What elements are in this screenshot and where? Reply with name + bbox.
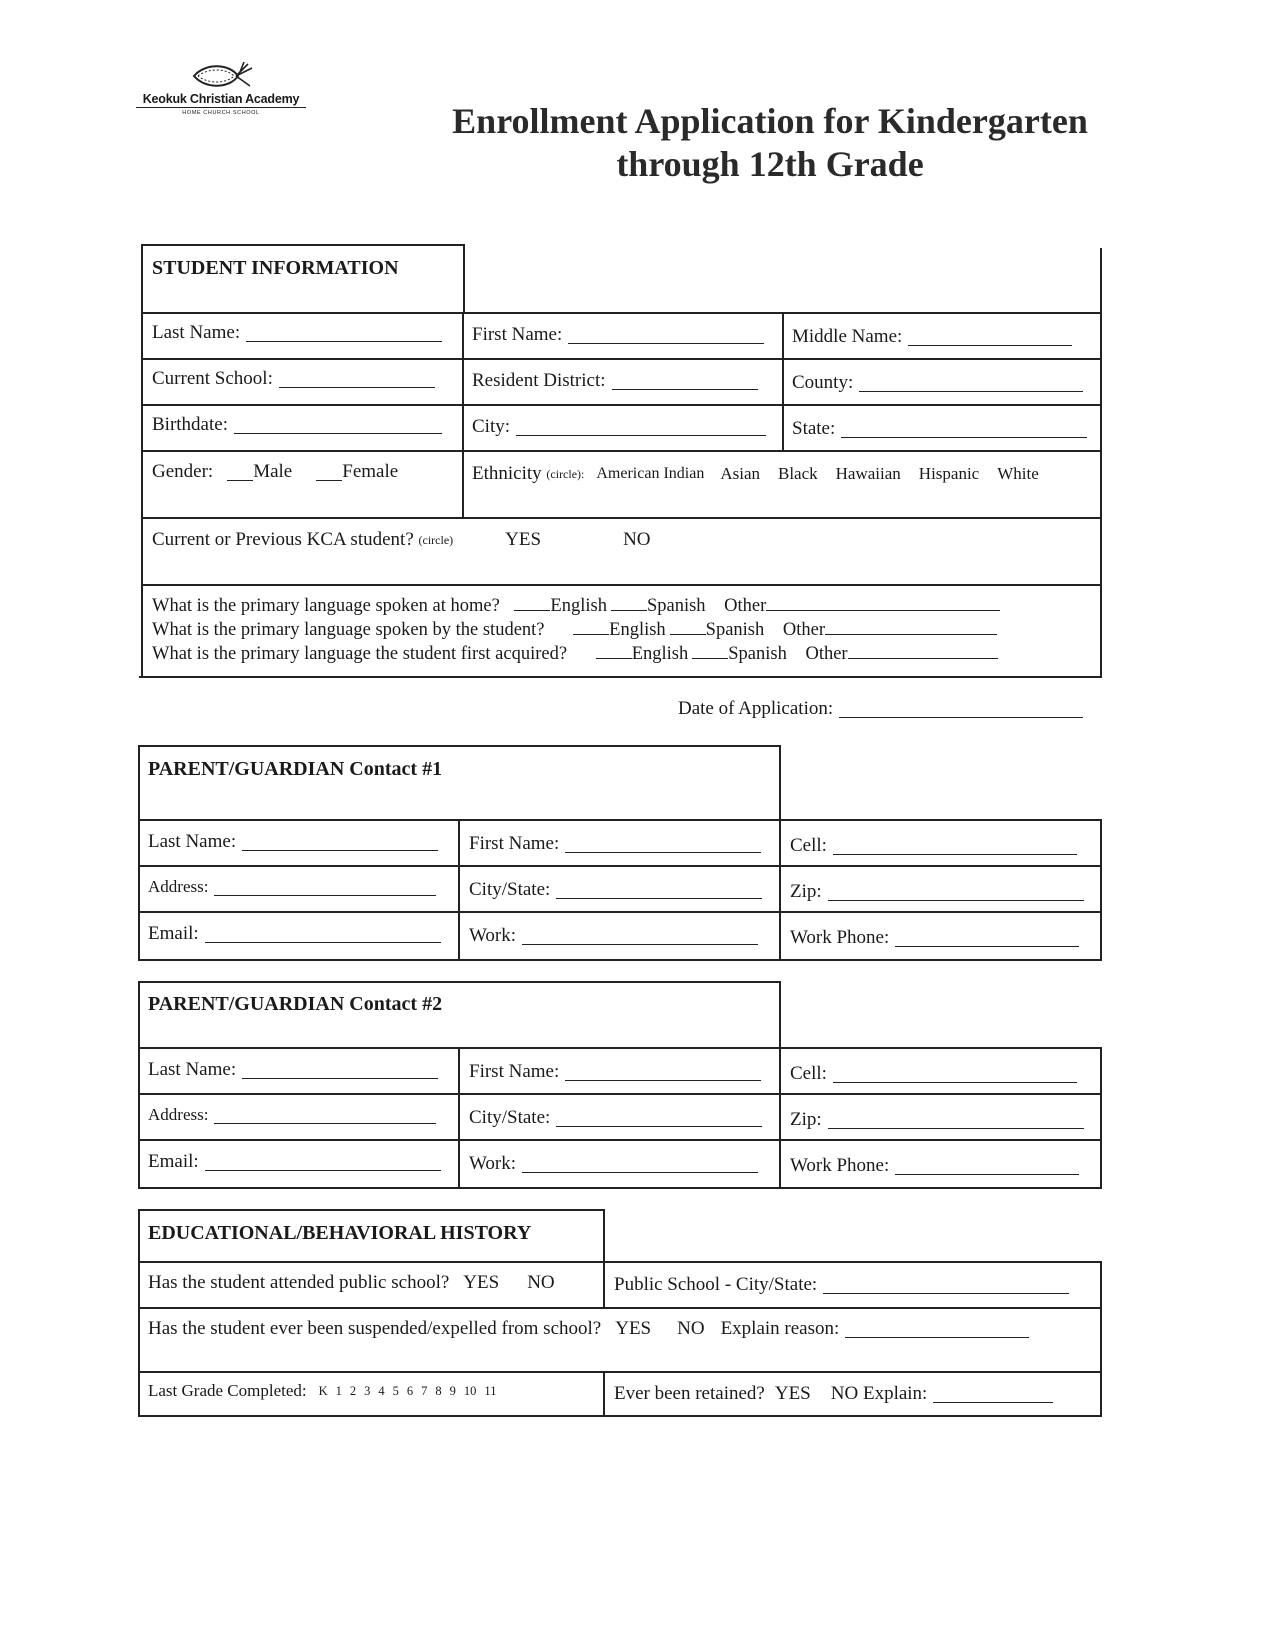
grade-option[interactable]: 7 (421, 1383, 428, 1398)
label: Last Name: (148, 1059, 237, 1080)
explain-reason-label: Explain reason: (720, 1318, 840, 1339)
row-divider (138, 1371, 1102, 1373)
row-divider (141, 358, 1102, 360)
contact-1-address-field[interactable] (148, 877, 436, 897)
spanish-blank[interactable] (692, 644, 728, 659)
resident-district-field[interactable] (472, 370, 758, 392)
language-first-acquired-row (152, 642, 998, 666)
ethnicity-option[interactable]: Asian (720, 464, 760, 483)
male-option: Male (253, 461, 293, 482)
retained-explain-blank[interactable] (933, 1386, 1053, 1403)
other-blank[interactable] (825, 620, 997, 635)
retained-question (614, 1383, 1053, 1405)
suspended-no-option[interactable]: NO (677, 1318, 705, 1339)
contact-1-last-name-field[interactable] (148, 831, 438, 853)
spanish-blank[interactable] (611, 596, 647, 611)
gender-field (152, 461, 398, 483)
student-heading: STUDENT INFORMATION (152, 257, 399, 279)
right-border (1100, 1261, 1102, 1416)
female-option: Female (342, 461, 399, 482)
col-divider (603, 1371, 605, 1415)
school-logo (136, 60, 306, 116)
row-divider (138, 1415, 1102, 1417)
label: State: (792, 418, 836, 439)
kca-student-field (152, 529, 651, 551)
grade-option[interactable]: 4 (378, 1383, 385, 1398)
retained-yes-option[interactable]: YES (774, 1383, 811, 1404)
first-name-field[interactable] (472, 324, 764, 346)
label: First Name: (472, 324, 563, 345)
kca-note: (circle) (418, 532, 454, 547)
gender-label: Gender: (152, 461, 214, 482)
contact-2-city-state-field[interactable] (469, 1107, 762, 1129)
english-blank[interactable] (514, 596, 550, 611)
kca-yes-option[interactable]: YES (505, 529, 542, 550)
row-divider (138, 911, 1102, 913)
spanish-option: Spanish (728, 644, 787, 664)
contact-2-cell-field[interactable] (790, 1063, 1077, 1085)
contact-1-first-name-field[interactable] (469, 833, 761, 855)
public-school-city-field[interactable] (614, 1274, 1069, 1296)
logo-name: Keokuk Christian Academy (136, 92, 306, 108)
grade-option[interactable]: 2 (349, 1383, 357, 1398)
contact-2-last-name-field[interactable] (148, 1059, 438, 1081)
label: Date of Application: (678, 698, 834, 719)
county-field[interactable] (792, 372, 1083, 394)
ethnicity-option[interactable]: Hawaiian (835, 464, 901, 483)
other-blank[interactable] (766, 596, 1000, 611)
english-option: English (550, 596, 607, 616)
grade-option[interactable]: K (318, 1383, 328, 1398)
row-divider (141, 312, 1102, 314)
label: Ever been retained? (614, 1383, 765, 1404)
row-divider (141, 450, 1102, 452)
label: Middle Name: (792, 326, 903, 347)
label: City/State: (469, 1107, 551, 1128)
label: Birthdate: (152, 414, 228, 435)
ichthys-fish-icon (186, 60, 256, 92)
contact-2-email-field[interactable] (148, 1151, 441, 1173)
grade-option[interactable]: 10 (463, 1383, 477, 1398)
col-divider (779, 819, 781, 961)
retained-no-explain: NO Explain: (830, 1383, 928, 1404)
label: Work Phone: (790, 927, 890, 948)
public-school-question (148, 1272, 555, 1294)
contact-1-city-state-field[interactable] (469, 879, 762, 901)
label: Zip: (790, 1109, 822, 1130)
suspended-question (148, 1318, 1029, 1340)
label: Cell: (790, 1063, 827, 1084)
language-question: What is the primary language spoken at home? (152, 596, 500, 616)
ethnicity-option[interactable]: Black (778, 464, 818, 483)
label: Address: (148, 877, 209, 896)
grade-option[interactable]: 5 (392, 1383, 399, 1398)
row-divider (141, 404, 1102, 406)
row-divider (141, 584, 1102, 586)
page-title (400, 100, 1140, 186)
last-grade-completed-field (148, 1381, 500, 1401)
public-school-no-option[interactable]: NO (527, 1272, 555, 1293)
contact-2-work-field[interactable] (469, 1153, 758, 1175)
left-border (141, 312, 143, 678)
history-heading: EDUCATIONAL/BEHAVIORAL HISTORY (148, 1222, 532, 1244)
language-question: What is the primary language the student first acquired? (152, 644, 568, 664)
label: Has the student attended public school? (148, 1272, 450, 1293)
kca-label: Current or Previous KCA student? (152, 529, 414, 550)
label: Work Phone: (790, 1155, 890, 1176)
contact-1-work-field[interactable] (469, 925, 758, 947)
current-school-field[interactable] (152, 368, 435, 390)
contact-1-zip-field[interactable] (790, 881, 1084, 903)
col-divider (458, 819, 460, 961)
ethnicity-option[interactable]: Hispanic (918, 464, 980, 483)
public-school-yes-option[interactable]: YES (463, 1272, 500, 1293)
contact-1-heading: PARENT/GUARDIAN Contact #1 (148, 758, 443, 780)
row-divider (138, 865, 1102, 867)
explain-reason-blank[interactable] (845, 1321, 1029, 1338)
label: Last Name: (152, 322, 241, 343)
label: County: (792, 372, 854, 393)
contact-2-work-phone-field[interactable] (790, 1155, 1079, 1177)
label: City/State: (469, 879, 551, 900)
kca-no-option[interactable]: NO (623, 529, 651, 550)
contact-2-address-field[interactable] (148, 1105, 436, 1125)
title-line-1: Enrollment Application for Kindergarten (452, 101, 1088, 141)
contact-1-work-phone-field[interactable] (790, 927, 1079, 949)
contact-1-email-field[interactable] (148, 923, 441, 945)
row-divider (138, 1261, 1102, 1263)
label: Email: (148, 923, 199, 944)
row-divider (138, 1093, 1102, 1095)
ethnicity-option[interactable]: American Indian (596, 465, 705, 482)
label: Last Grade Completed: (148, 1381, 307, 1400)
grade-option[interactable]: 3 (364, 1383, 371, 1398)
spanish-blank[interactable] (670, 620, 706, 635)
english-option: English (631, 644, 689, 664)
contact-1-cell-field[interactable] (790, 835, 1077, 857)
col-divider (782, 312, 784, 450)
grade-option[interactable]: 8 (435, 1383, 442, 1398)
label: Resident District: (472, 370, 606, 391)
female-checkbox[interactable] (316, 464, 342, 481)
row-divider (138, 1139, 1102, 1141)
grade-option[interactable]: 11 (484, 1383, 497, 1398)
other-option: Other (805, 644, 848, 664)
logo-subtitle: HOME CHURCH SCHOOL (182, 110, 260, 116)
other-blank[interactable] (848, 644, 998, 659)
state-field[interactable] (792, 418, 1087, 440)
label: Email: (148, 1151, 199, 1172)
contact-2-first-name-field[interactable] (469, 1061, 761, 1083)
language-student-row (152, 618, 997, 642)
grade-option[interactable]: 9 (449, 1383, 456, 1398)
suspended-yes-option[interactable]: YES (615, 1318, 652, 1339)
contact-2-heading: PARENT/GUARDIAN Contact #2 (148, 993, 443, 1015)
language-question: What is the primary language spoken by the student? (152, 620, 545, 640)
row-divider (138, 1307, 1102, 1309)
ethnicity-label: Ethnicity (472, 463, 542, 484)
col-divider (603, 1261, 605, 1307)
label: Address: (148, 1105, 209, 1124)
label: Last Name: (148, 831, 237, 852)
label: Work: (469, 925, 517, 946)
ethnicity-field (472, 463, 1039, 485)
col-divider (458, 1047, 460, 1189)
ethnicity-note: (circle): (546, 466, 585, 481)
label: Has the student ever been suspended/expelled from school? (148, 1318, 602, 1339)
last-name-field[interactable] (152, 322, 442, 344)
label: First Name: (469, 1061, 560, 1082)
male-checkbox[interactable] (227, 464, 253, 481)
label: City: (472, 416, 511, 437)
row-divider (141, 517, 1102, 519)
label: Zip: (790, 881, 822, 902)
label: Current School: (152, 368, 273, 389)
english-blank[interactable] (596, 644, 632, 659)
label: Cell: (790, 835, 827, 856)
label: Work: (469, 1153, 517, 1174)
grade-option[interactable]: 6 (406, 1383, 414, 1398)
contact-1-heading-box (138, 745, 781, 821)
middle-name-field[interactable] (792, 326, 1072, 348)
label: First Name: (469, 833, 560, 854)
birthdate-field[interactable] (152, 414, 442, 436)
ethnicity-option[interactable]: White (997, 464, 1039, 483)
language-home-row (152, 594, 1000, 618)
spanish-option: Spanish (646, 596, 706, 616)
contact-2-zip-field[interactable] (790, 1109, 1084, 1131)
title-line-2: through 12th Grade (616, 144, 924, 184)
left-border (138, 1261, 140, 1416)
label: Public School - City/State: (614, 1274, 818, 1295)
row-divider (139, 676, 1102, 678)
other-option: Other (782, 620, 826, 640)
col-divider (462, 312, 464, 518)
other-option: Other (724, 596, 767, 616)
english-blank[interactable] (573, 620, 609, 635)
date-of-application-field[interactable] (678, 698, 1083, 720)
english-option: English (609, 620, 666, 640)
col-divider (779, 1047, 781, 1189)
spanish-option: Spanish (705, 620, 765, 640)
grade-option[interactable]: 1 (335, 1383, 342, 1398)
city-field[interactable] (472, 416, 766, 438)
